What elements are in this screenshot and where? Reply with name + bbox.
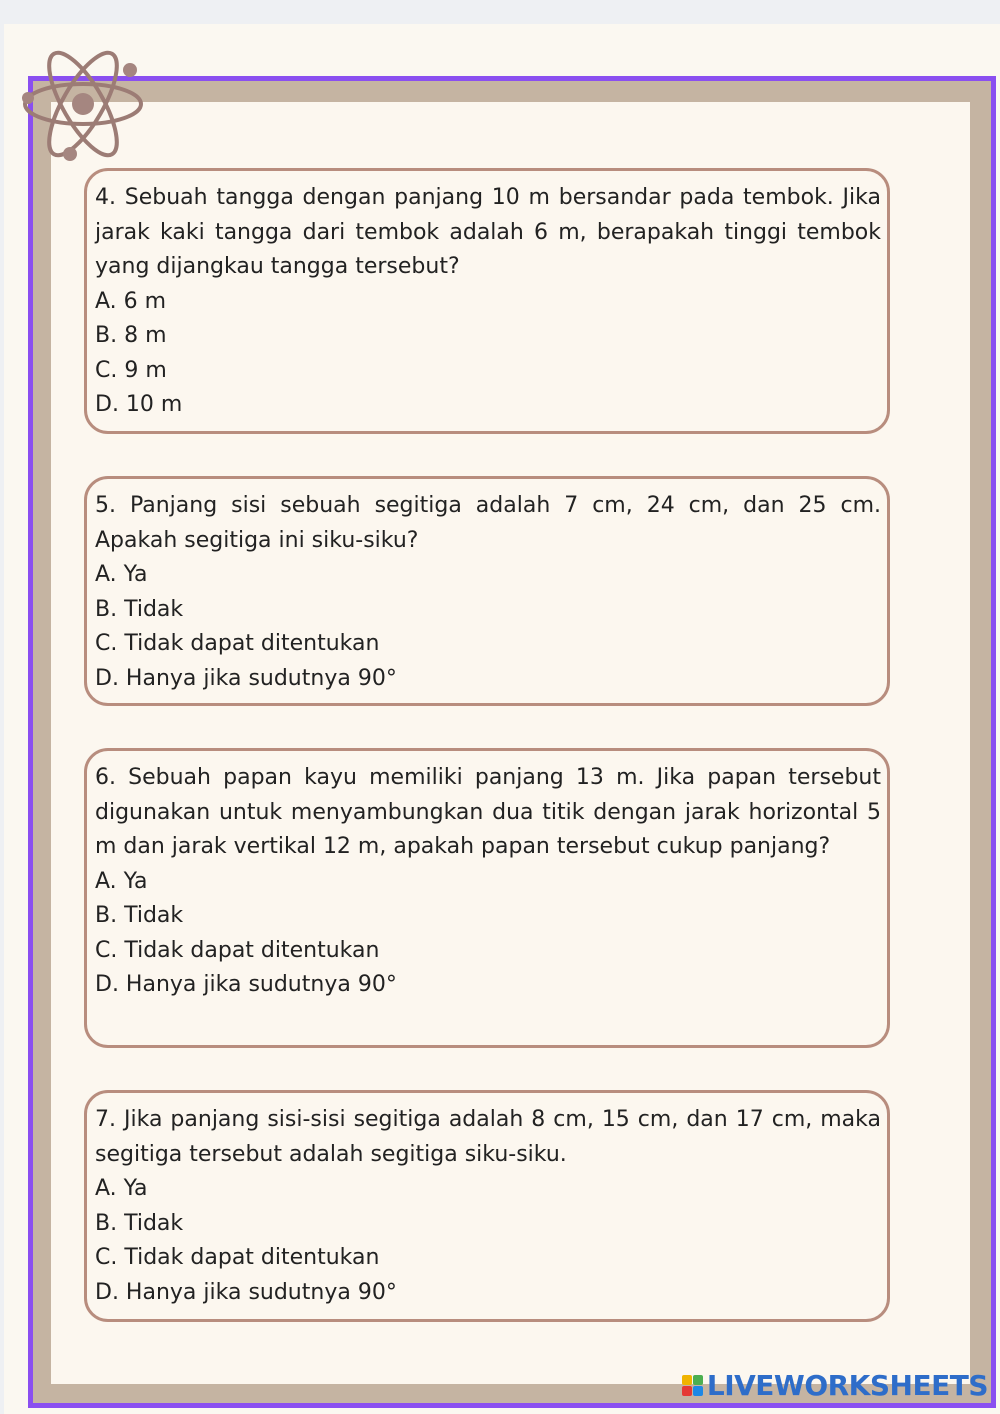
answer-option[interactable]: C. Tidak dapat ditentukan	[95, 1245, 380, 1270]
question-text: 4. Sebuah tangga dengan panjang 10 m bersandar pada tembok. Jika jarak kaki tangga dari tembok adalah 6 m, berapakah tinggi tembok yang dijangkau tangga tersebut?	[95, 185, 881, 279]
logo-grid-icon	[682, 1375, 703, 1396]
answer-option[interactable]: A. Ya	[95, 1176, 148, 1201]
answer-option[interactable]: C. Tidak dapat ditentukan	[95, 631, 380, 656]
question-card	[84, 748, 890, 1048]
question-text: 6. Sebuah papan kayu memiliki panjang 13 m. Jika papan tersebut digunakan untuk menyambungkan dua titik dengan jarak horizontal 5 m dan jarak vertikal 12 m, apakah papan tersebut cukup panjang?	[95, 765, 881, 859]
question-card	[84, 168, 890, 434]
logo-text: LIVEWORKSHEETS	[706, 1369, 988, 1402]
answer-option[interactable]: D. Hanya jika sudutnya 90°	[95, 665, 397, 691]
answer-option[interactable]: C. 9 m	[95, 357, 167, 383]
question-text: 7. Jika panjang sisi-sisi segitiga adalah 8 cm, 15 cm, dan 17 cm, maka segitiga tersebut adalah segitiga siku-siku.	[95, 1107, 881, 1167]
answer-option[interactable]: A. Ya	[95, 868, 148, 894]
question-card	[84, 1090, 890, 1322]
answer-option[interactable]: B. 8 m	[95, 323, 167, 348]
answer-option[interactable]: D. Hanya jika sudutnya 90°	[95, 1279, 397, 1305]
answer-option[interactable]: C. Tidak dapat ditentukan	[95, 937, 380, 963]
answer-option[interactable]: D. 10 m	[95, 392, 183, 417]
answer-option[interactable]: D. Hanya jika sudutnya 90°	[95, 972, 397, 997]
question-text: 5. Panjang sisi sebuah segitiga adalah 7 cm, 24 cm, dan 25 cm. Apakah segitiga ini siku-siku?	[95, 493, 881, 553]
question-card	[84, 476, 890, 706]
answer-option[interactable]: B. Tidak	[95, 596, 184, 622]
answer-option[interactable]: A. Ya	[95, 562, 148, 587]
answer-option[interactable]: B. Tidak	[95, 903, 184, 928]
answer-option[interactable]: A. 6 m	[95, 288, 167, 314]
answer-option[interactable]: B. Tidak	[95, 1210, 184, 1236]
liveworksheets-logo[interactable]	[682, 1369, 988, 1402]
atom-icon	[18, 42, 148, 172]
